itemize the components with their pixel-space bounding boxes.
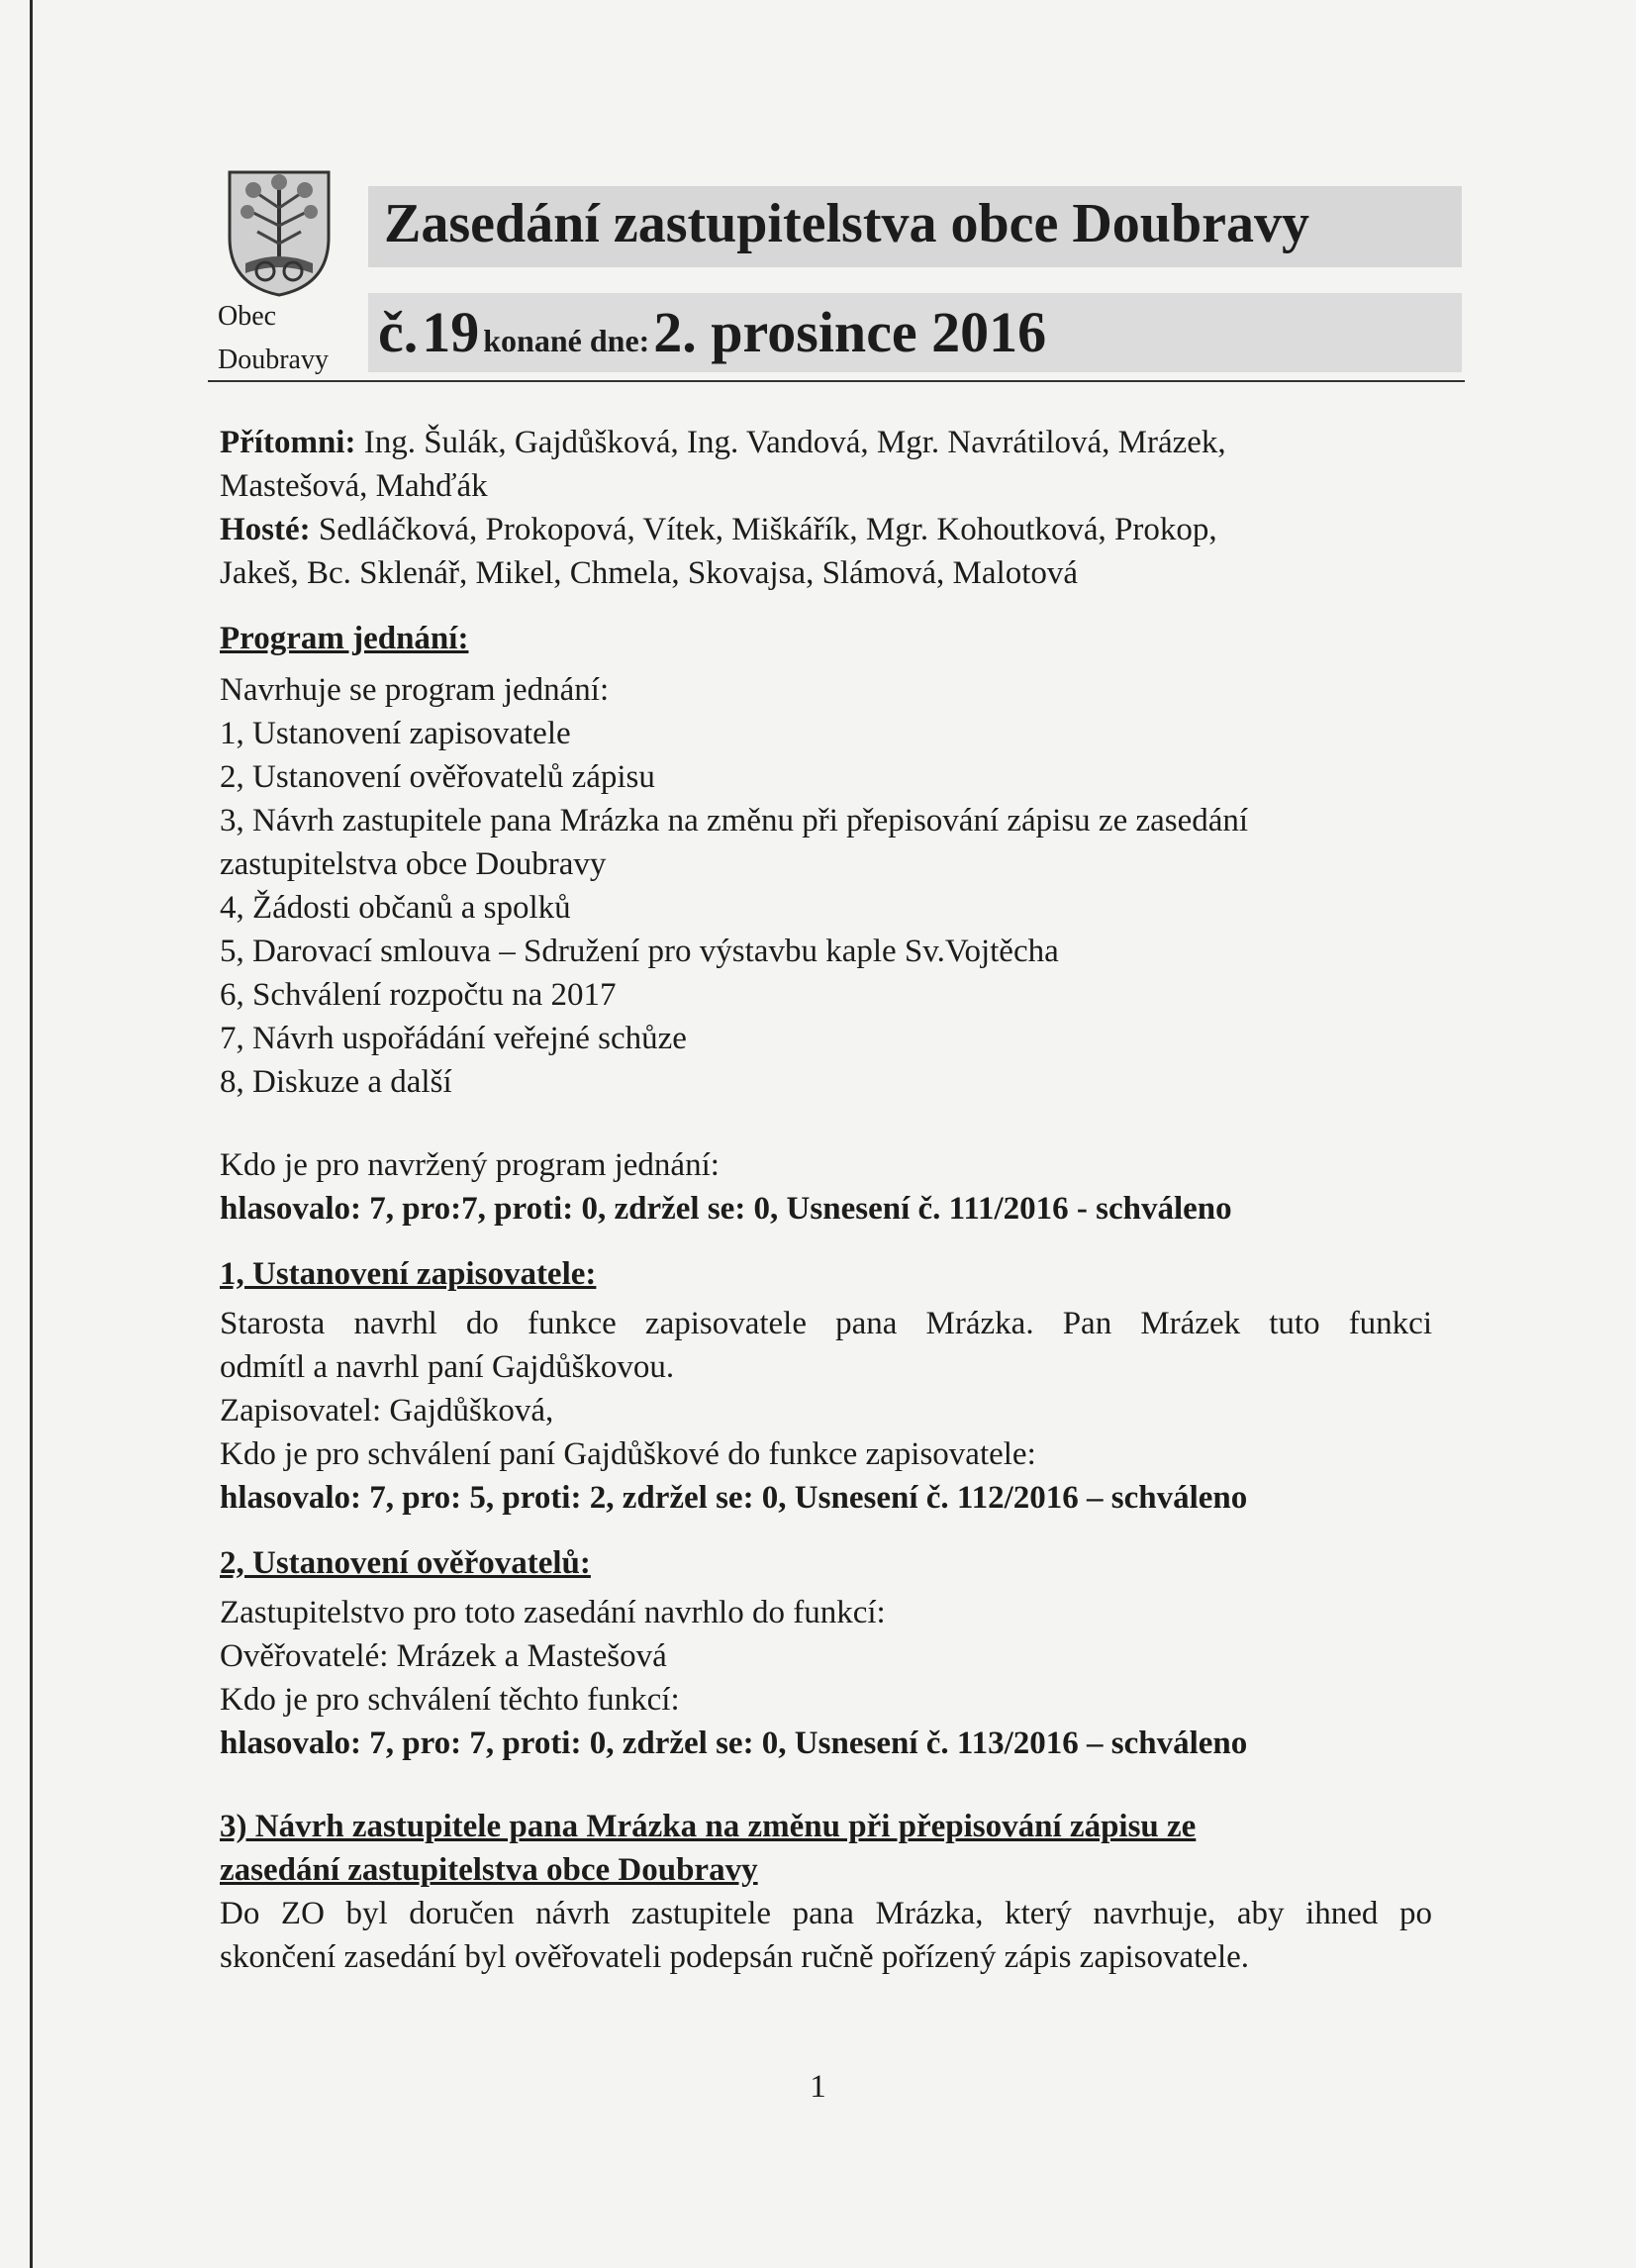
meeting-number: 19 [422, 300, 480, 364]
section-2-vote-result: hlasovalo: 7, pro: 7, proti: 0, zdržel se: 0, Usnesení č. 113/2016 – schváleno [220, 1726, 1248, 1761]
program-vote-result: hlasovalo: 7, pro:7, proti: 0, zdržel se: 0, Usnesení č. 111/2016 - schváleno [220, 1191, 1232, 1227]
guests-line-1 [220, 508, 1437, 551]
program-item: 2, Ustanovení ověřovatelů zápisu [220, 759, 655, 795]
section-2-line: Zastupitelstvo pro toto zasedání navrhlo do funkcí: [220, 1595, 886, 1630]
title-bar [368, 186, 1462, 267]
municipality-label-line1: Obec [218, 301, 277, 332]
municipal-crest-icon [226, 168, 333, 297]
section-2-line: Ověřovatelé: Mrázek a Mastešová [220, 1638, 667, 1674]
section-3-heading-line-1: 3) Návrh zastupitele pana Mrázka na změnu při přepisování zápisu ze [220, 1809, 1197, 1844]
meeting-date: 2. prosince 2016 [653, 300, 1047, 364]
municipality-label-line2: Doubravy [218, 345, 329, 375]
program-item: 1, Ustanovení zapisovatele [220, 716, 571, 751]
program-item: 4, Žádosti občanů a spolků [220, 890, 571, 926]
program-item: 6, Schválení rozpočtu na 2017 [220, 977, 617, 1013]
section-2-line: Kdo je pro schválení těchto funkcí: [220, 1682, 680, 1718]
present-line-1 [220, 421, 1437, 464]
document-header [208, 158, 1465, 391]
section-1-vote-result: hlasovalo: 7, pro: 5, proti: 2, zdržel se: 0, Usnesení č. 112/2016 – schváleno [220, 1480, 1248, 1516]
section-3-line: skončení zasedání byl ověřovateli podepsán ručně pořízený zápis zapisovatele. [220, 1939, 1250, 1975]
present-line-2: Mastešová, Mahďák [220, 468, 488, 504]
section-1-line: Starosta navrhl do funkce zapisovatele pana Mrázka. Pan Mrázek tuto funkci [220, 1306, 1432, 1341]
guests-label: Hosté: [220, 512, 311, 547]
program-item: 8, Diskuze a další [220, 1064, 452, 1100]
section-2-heading: 2, Ustanovení ověřovatelů: [220, 1545, 591, 1581]
section-1-line: Kdo je pro schválení paní Gajdůškové do funkce zapisovatele: [220, 1436, 1036, 1472]
program-heading: Program jednání: [220, 621, 469, 656]
program-item: 5, Darovací smlouva – Sdružení pro výstavbu kaple Sv.Vojtěcha [220, 934, 1059, 969]
program-intro: Navrhuje se program jednání: [220, 672, 610, 708]
guests-line-2: Jakeš, Bc. Sklenář, Mikel, Chmela, Skovajsa, Slámová, Malotová [220, 555, 1079, 591]
guests-names-1: Sedláčková, Prokopová, Vítek, Miškářík, Mgr. Kohoutková, Prokop, [318, 512, 1217, 547]
document-title: Zasedání zastupitelstva obce Doubravy [384, 193, 1309, 254]
meeting-info [378, 299, 1046, 365]
present-label: Přítomni: [220, 425, 356, 460]
section-1-heading: 1, Ustanovení zapisovatele: [220, 1256, 597, 1292]
program-item: 7, Návrh uspořádání veřejné schůze [220, 1021, 687, 1056]
section-1-line: odmítl a navrhl paní Gajdůškovou. [220, 1349, 675, 1385]
present-names-1: Ing. Šulák, Gajdůšková, Ing. Vandová, Mgr. Navrátilová, Mrázek, [363, 425, 1226, 460]
header-divider [208, 380, 1465, 382]
page-number: 1 [810, 2069, 826, 2105]
meeting-info-bar [368, 293, 1462, 372]
program-item: zastupitelstva obce Doubravy [220, 846, 607, 882]
program-item: 3, Návrh zastupitele pana Mrázka na změnu při přepisování zápisu ze zasedání [220, 803, 1249, 838]
meeting-held-on-label: konané dne: [483, 323, 650, 358]
section-1-line: Zapisovatel: Gajdůšková, [220, 1393, 554, 1429]
program-vote-question: Kdo je pro navržený program jednání: [220, 1147, 720, 1183]
document-body [220, 421, 1437, 1979]
meeting-number-prefix: č. [378, 300, 419, 364]
section-3-heading-line-2: zasedání zastupitelstva obce Doubravy [220, 1852, 758, 1888]
section-3-line: Do ZO byl doručen návrh zastupitele pana Mrázka, který navrhuje, aby ihned po [220, 1896, 1432, 1931]
municipality-label [218, 295, 366, 382]
scan-edge [30, 0, 33, 2268]
